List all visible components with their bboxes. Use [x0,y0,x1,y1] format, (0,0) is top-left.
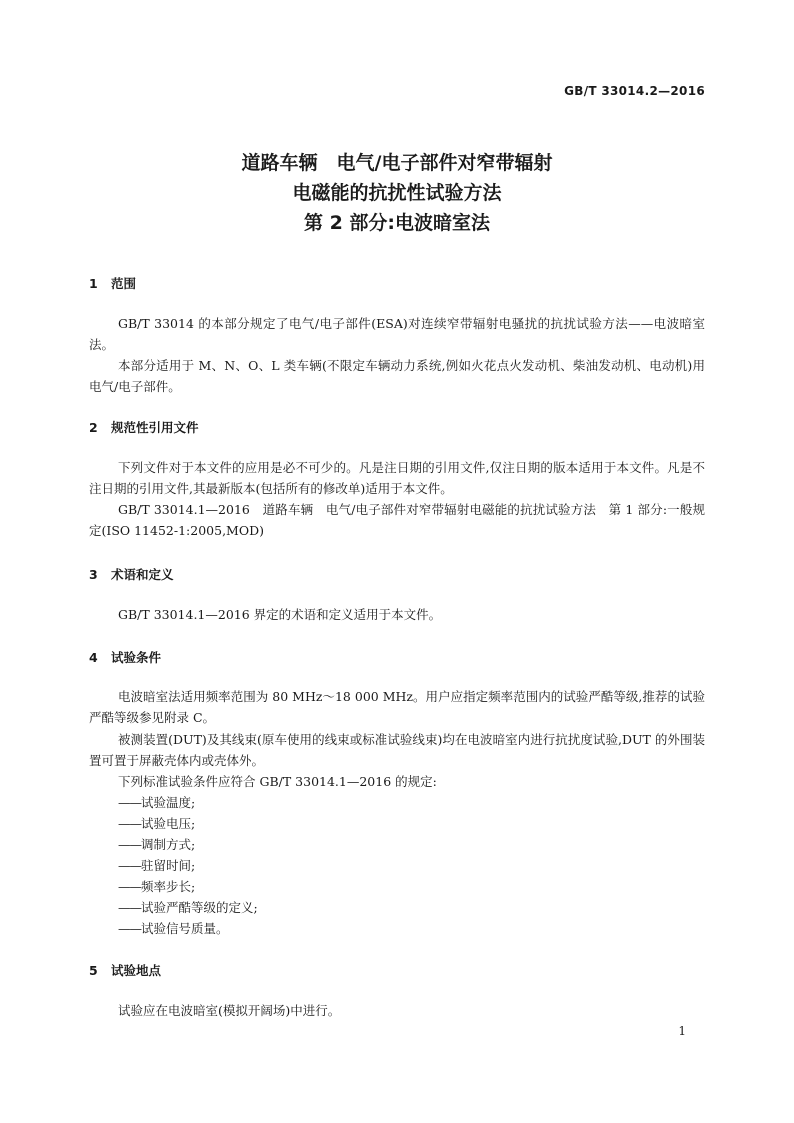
section-title: 试验地点 [111,963,162,978]
paragraph: 电波暗室法适用频率范围为 80 MHz～18 000 MHz。用户应指定频率范围内的试验严酷等级,推荐的试验严酷等级参见附录 C。 [89,689,705,725]
paragraph: GB/T 33014.1—2016 界定的术语和定义适用于本文件。 [118,607,442,622]
section-title: 范围 [111,276,137,291]
list-dash: —— [118,921,141,936]
list-item: ——试验信号质量。 [118,921,229,936]
section-heading-test-location [89,961,161,979]
section-title: 试验条件 [111,650,162,665]
page-number: 1 [678,1024,686,1038]
standard-code: GB/T 33014.2—2016 [564,84,705,98]
document-title [0,148,794,238]
list-item: ——频率步长; [118,879,196,894]
section-number: 1 [89,276,98,291]
paragraph: 本部分适用于 M、N、O、L 类车辆(不限定车辆动力系统,例如火花点火发动机、柴油发动机、电动机)用电气/电子部件。 [89,358,705,394]
list-item: ——试验严酷等级的定义; [118,900,258,915]
section-number: 2 [89,420,98,435]
section-number: 5 [89,963,98,978]
list-dash: —— [118,816,141,831]
list-item: ——驻留时间; [118,858,196,873]
list-item: ——试验电压; [118,816,196,831]
section-heading-test-conditions [89,648,161,666]
section-heading-scope [89,274,136,292]
list-dash: —— [118,795,141,810]
paragraph: GB/T 33014 的本部分规定了电气/电子部件(ESA)对连续窄带辐射电骚扰的抗扰试验方法——电波暗室法。 [89,316,705,352]
reference-entry: GB/T 33014.1—2016 道路车辆 电气/电子部件对窄带辐射电磁能的抗扰试验方法 第 1 部分:一般规定(ISO 11452-1:2005,MOD) [89,502,705,538]
list-dash: —— [118,900,141,915]
section-number: 4 [89,650,98,665]
section-heading-normative-references [89,418,199,436]
test-conditions-list [118,792,258,939]
title-line-3: 第 2 部分:电波暗室法 [303,212,491,234]
paragraph: 试验应在电波暗室(模拟开阔场)中进行。 [118,1003,341,1018]
title-line-2: 电磁能的抗扰性试验方法 [292,182,502,204]
list-dash: —— [118,858,141,873]
list-item: ——试验温度; [118,795,196,810]
list-dash: —— [118,879,141,894]
paragraph: 被测装置(DUT)及其线束(原车使用的线束或标准试验线束)均在电波暗室内进行抗扰度试验,DUT 的外围装置可置于屏蔽壳体内或壳体外。 [89,732,705,768]
paragraph: 下列文件对于本文件的应用是必不可少的。凡是注日期的引用文件,仅注日期的版本适用于本文件。凡是不注日期的引用文件,其最新版本(包括所有的修改单)适用于本文件。 [89,460,705,496]
section-title: 术语和定义 [111,567,174,582]
title-line-1: 道路车辆 电气/电子部件对窄带辐射 [241,152,553,174]
list-item: ——调制方式; [118,837,196,852]
list-dash: —— [118,837,141,852]
paragraph: 下列标准试验条件应符合 GB/T 33014.1—2016 的规定: [118,774,437,789]
section-title: 规范性引用文件 [111,420,199,435]
section-heading-terms-definitions [89,565,174,583]
section-number: 3 [89,567,98,582]
